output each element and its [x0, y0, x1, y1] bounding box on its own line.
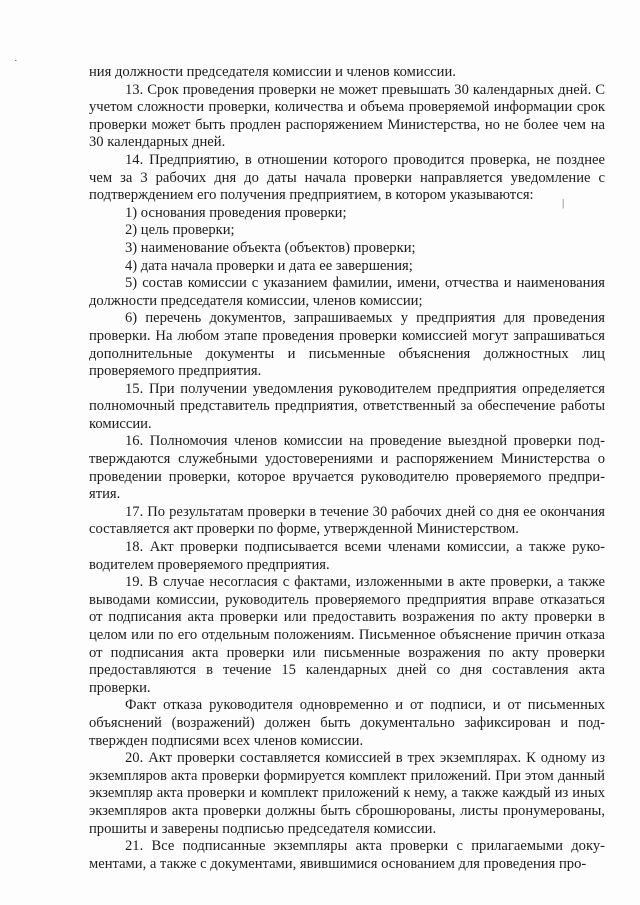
paragraph: 2) цель проверки;: [125, 222, 235, 239]
document-body: [89, 64, 605, 873]
paragraph: 15. При получении уведомления руководителем предприятия определяется полномочный представитель предприятия, ответственный за обеспечение работы комиссии.: [89, 380, 605, 432]
scan-speck: ·: [14, 55, 18, 67]
paragraph: 19. В случае несогласия с фактами, изложенными в акте проверки, а также выводами комиссии, руководитель проверяемого предприятия вправе отказаться от подписания акта проверки или предоставить возражения по акту проверки в целом или по его отдельным положениям. Письменное объяснение причин отказа от подписания акта проверки или письменные возражения по акту проверки предоставляются в течение 15 календарных дней со дня составления акта проверки.: [89, 574, 605, 696]
paragraph: 21. Все подписанные экземпляры акта проверки с прилагаемыми документами, а также с документами, явившимися основанием для проведения про-: [89, 838, 605, 872]
paragraph: 17. По результатам проверки в течение 30 рабочих дней со дня ее окончания составляется акт проверки по форме, утвержденной Министерством.: [89, 503, 605, 538]
paragraph: 18. Акт проверки подписывается всеми членами комиссии, а также руководителем проверяемого предприятия.: [89, 539, 605, 573]
paragraph: 1) основания проведения проверки;: [125, 204, 347, 221]
paragraph: 4) дата начала проверки и дата ее завершения;: [125, 257, 413, 274]
paragraph: 13. Срок проведения проверки не может превышать 30 календарных дней. С учетом сложности проверки, количества и объема проверяемой информации срок проверки может быть продлен распоряжением Министерства, но не более чем на 30 календарных дней.: [89, 81, 605, 151]
paragraph: Факт отказа руководителя одновременно и от подписи, и от письменных объяснений (возражений) должен быть документально зафиксирован и подтвержден подписями всех членов комиссии.: [89, 697, 605, 749]
paragraph: 16. Полномочия членов комиссии на проведение выездной проверки подтверждаются служебными удостоверениями и распоряжением Министерства о проведении проверки, которое вручается руководителю проверяемого предприятия.: [89, 433, 605, 503]
paragraph: 14. Предприятию, в отношении которого проводится проверка, не позднее чем за 3 рабочих дня до даты начала проверки направляется уведомление с подтверждением его получения предприятием, в котором указываются:: [89, 151, 605, 204]
scan-mark: |: [562, 197, 565, 209]
paragraph: 5) состав комиссии с указанием фамилии, имени, отчества и наименования должности председателя комиссии, членов комиссии;: [89, 275, 605, 309]
paragraph: 3) наименование объекта (объектов) проверки;: [125, 239, 416, 256]
paragraph: ния должности председателя комиссии и членов комиссии.: [89, 64, 456, 80]
paragraph: 6) перечень документов, запрашиваемых у предприятия для проведения проверки. На любом этапе проведения проверки комиссией могут запрашиваться дополнительные документы и письменные объяснения должностных лиц проверяемого предприятия.: [89, 310, 605, 380]
paragraph: 20. Акт проверки составляется комиссией в трех экземплярах. К одному из экземпляров акта проверки формируется комплект приложений. При этом данный экземпляр акта проверки и комплект приложений к нему, а также каждый из иных экземпляров акта проверки должны быть сброшюрованы, листы пронумерованы, прошиты и заверены подписью председателя комиссии.: [89, 750, 605, 837]
